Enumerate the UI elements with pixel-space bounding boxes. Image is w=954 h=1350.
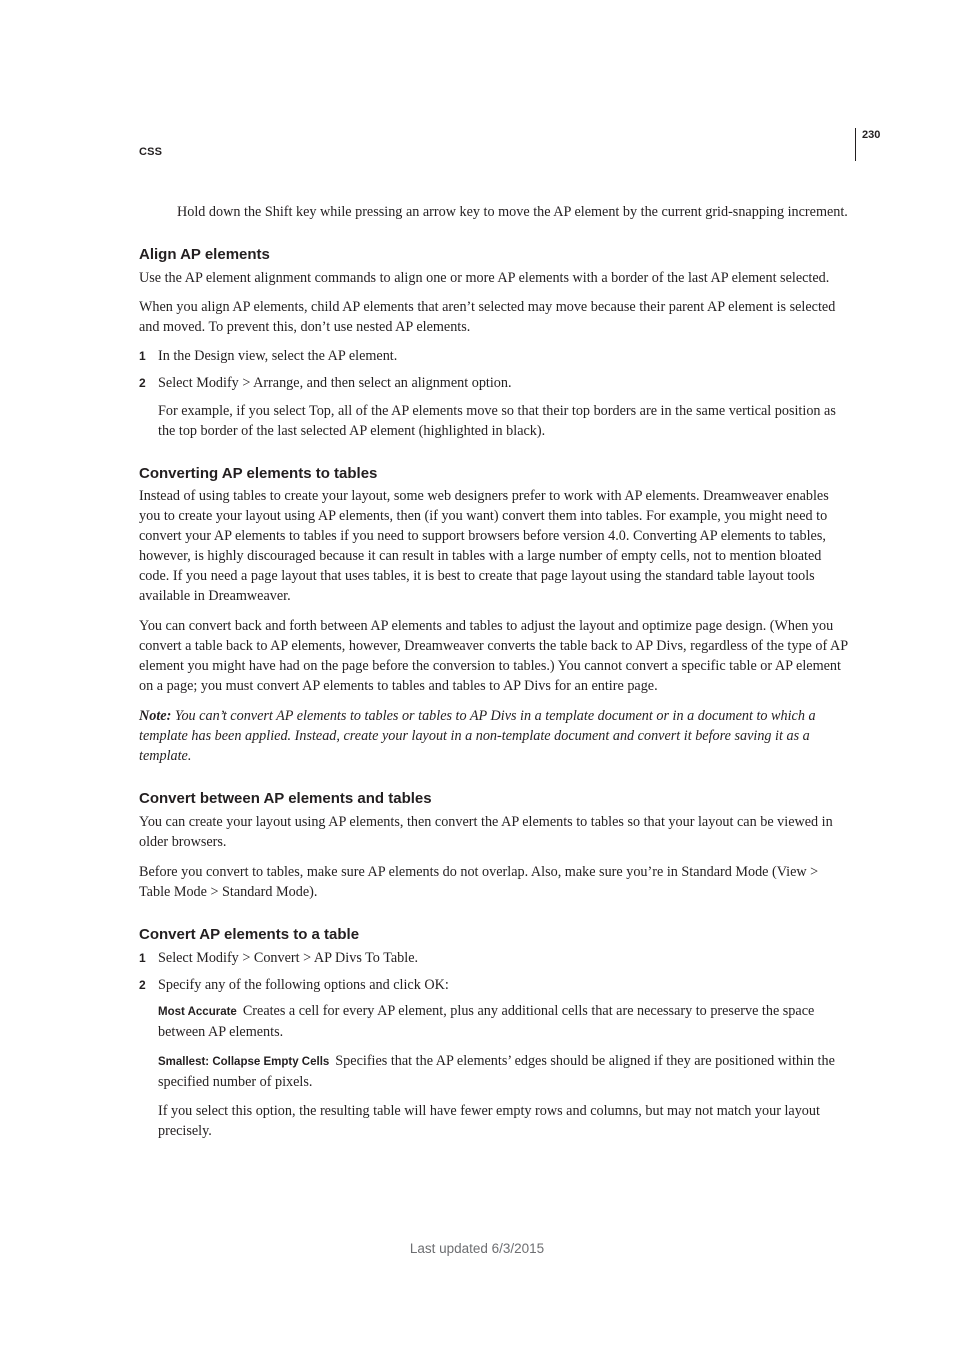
note-label: Note: <box>139 708 172 724</box>
heading-converting-ap-elements: Converting AP elements to tables <box>139 465 378 482</box>
align-paragraph-1: Use the AP element alignment commands to align one or more AP elements with a border of the last AP element selected. <box>139 270 830 286</box>
step-text: Select Modify > Arrange, and then select an alignment option. <box>158 375 512 391</box>
header-divider <box>855 128 856 161</box>
main-content <box>139 202 851 1141</box>
note-paragraph <box>139 706 851 766</box>
option-label: Smallest: Collapse Empty Cells <box>158 1056 330 1068</box>
convert-step-1 <box>139 948 851 968</box>
converting-paragraph-2: You can convert back and forth between AP elements and tables to adjust the layout and optimize page design. (When you convert a table back to AP elements, however, Dreamweaver converts the table back to AP Divs, regardless of the type of AP element you might have had on the page before the conversion to tables.) You cannot convert a specific table or AP element on a page; you must convert AP elements to tables and tables to AP Divs for an entire page. <box>139 618 848 694</box>
option-text: Creates a cell for every AP element, plus any additional cells that are necessary to preserve the space between AP elements. <box>158 1003 815 1040</box>
align-paragraph-2: When you align AP elements, child AP elements that aren’t selected may move because their parent AP element is selected and moved. To prevent this, don’t use nested AP elements. <box>139 299 836 335</box>
step-text: Select Modify > Convert > AP Divs To Table. <box>158 950 419 966</box>
convert-step-2 <box>139 975 851 995</box>
heading-align-ap-elements: Align AP elements <box>139 246 270 263</box>
step-number: 2 <box>139 978 146 992</box>
option-label: Most Accurate <box>158 1006 237 1018</box>
intro-paragraph: Hold down the Shift key while pressing an arrow key to move the AP element by the current grid-snapping increment. <box>177 204 848 220</box>
converting-paragraph-1: Instead of using tables to create your layout, some web designers prefer to work with AP elements. Dreamweaver enables you to create your layout using AP elements, then (if you want) convert them into tables. For example, you might need to convert your AP elements to tables if you need to support browsers before version 4.0. Converting AP elements to tables, however, is highly discouraged because it can result in tables with a large number of empty cells, not to mention bloated code. If you need a page layout that uses tables, it is best to create that page layout using the standard table layout tools available in Dreamweaver. <box>139 488 829 604</box>
option-note: If you select this option, the resulting table will have fewer empty rows and columns, but may not match your layout precisely. <box>158 1103 820 1139</box>
option-most-accurate <box>139 1001 851 1042</box>
convert-between-paragraph-2: Before you convert to tables, make sure AP elements do not overlap. Also, make sure you’re in Standard Mode (View > Table Mode > Standard Mode). <box>139 864 819 900</box>
step-number: 2 <box>139 376 146 390</box>
option-text: Specifies that the AP elements’ edges should be aligned if they are positioned within the specified number of pixels. <box>158 1053 835 1090</box>
step-number: 1 <box>139 951 146 965</box>
heading-convert-between: Convert between AP elements and tables <box>139 790 432 807</box>
align-step-1 <box>139 346 851 366</box>
note-text: You can’t convert AP elements to tables or tables to AP Divs in a template document or in a document to which a template has been applied. Instead, create your layout in a non-template document and convert it before saving it as a template. <box>139 708 816 764</box>
step-text: Specify any of the following options and click OK: <box>158 977 449 993</box>
align-step-2 <box>139 373 851 393</box>
footer-last-updated: Last updated 6/3/2015 <box>409 1241 545 1256</box>
heading-convert-to-table: Convert AP elements to a table <box>139 926 360 943</box>
page-number: 230 <box>862 129 881 141</box>
step-number: 1 <box>139 349 146 363</box>
note-block <box>139 706 851 766</box>
option-smallest-collapse <box>139 1051 851 1092</box>
step-text: In the Design view, select the AP element. <box>158 348 398 364</box>
running-header-section: CSS <box>139 146 163 158</box>
convert-between-paragraph-1: You can create your layout using AP elements, then convert the AP elements to tables so that your layout can be viewed in older browsers. <box>139 814 833 850</box>
align-step-note: For example, if you select Top, all of the AP elements move so that their top borders are in the same vertical position as the top border of the last selected AP element (highlighted in black). <box>158 403 836 439</box>
